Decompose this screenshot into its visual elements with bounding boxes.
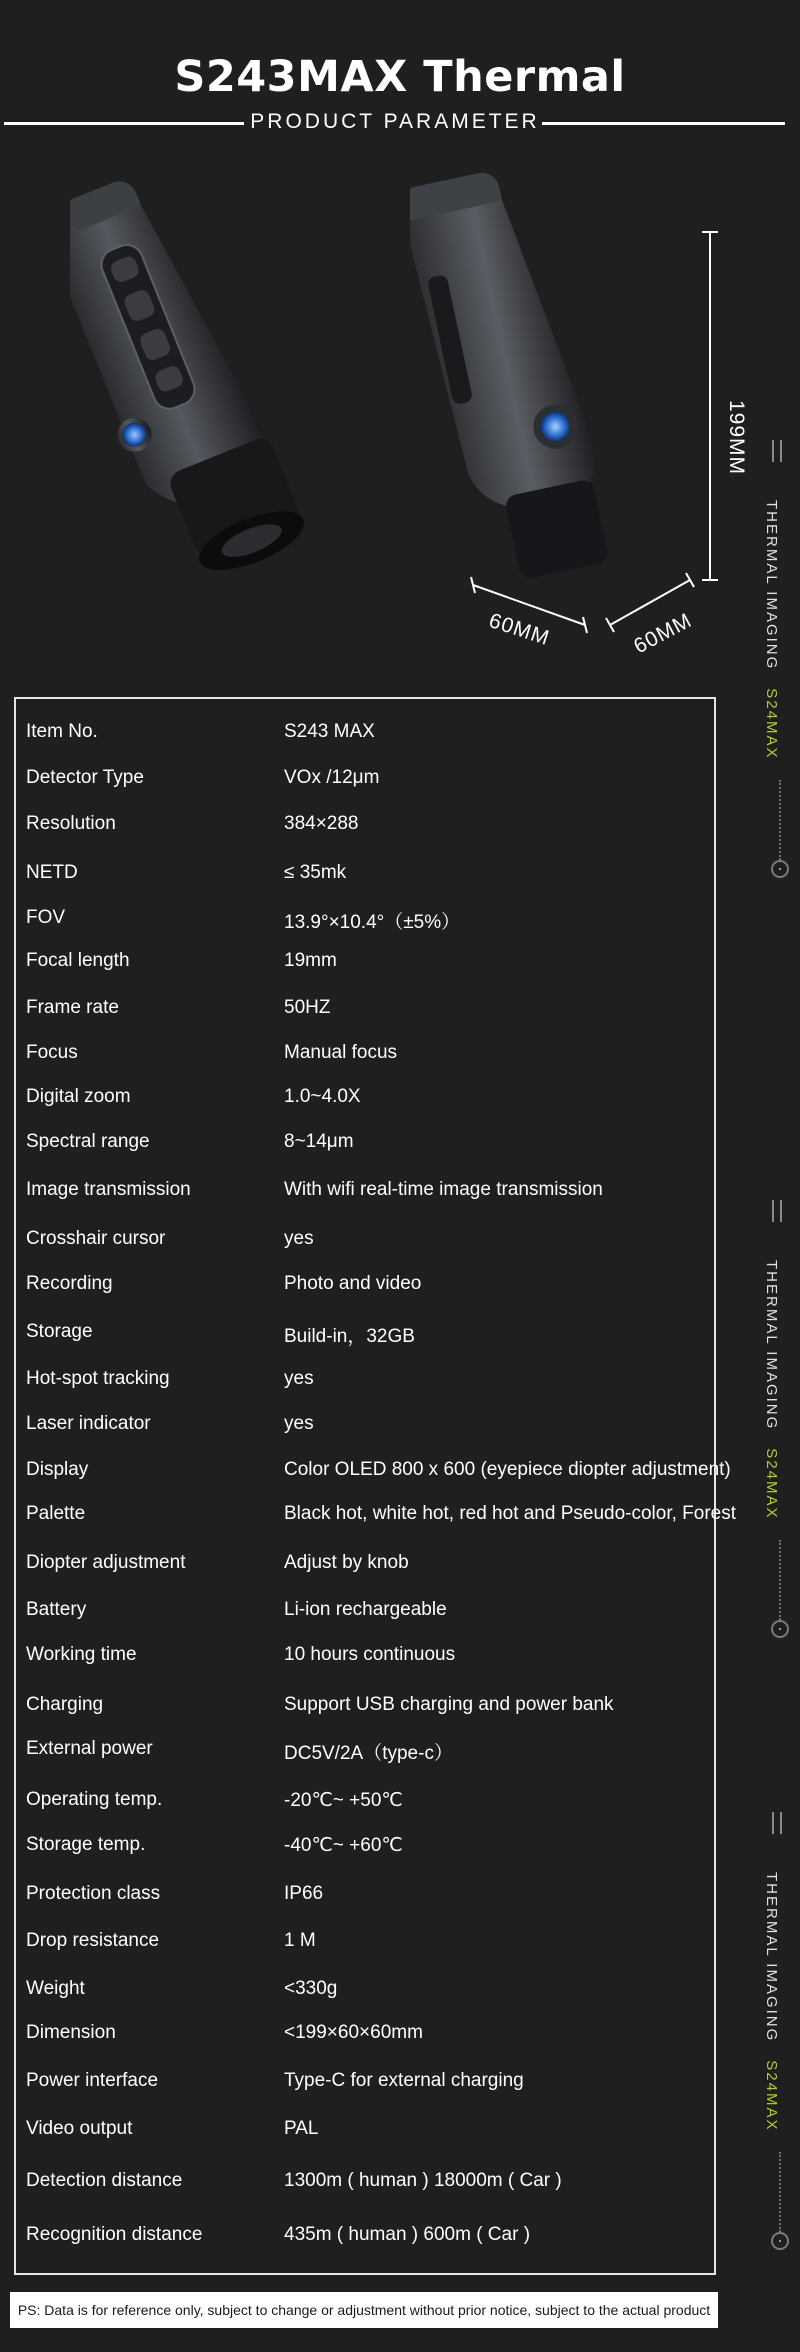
spec-label: Palette xyxy=(26,1503,86,1524)
spec-label: External power xyxy=(26,1738,153,1759)
spec-row xyxy=(26,1222,716,1256)
spec-value: 10 hours continuous xyxy=(284,1644,456,1665)
spec-value: Type-C for external charging xyxy=(284,2070,524,2091)
spec-label: Image transmission xyxy=(26,1179,191,1200)
rail-circle-icon xyxy=(771,1620,789,1638)
spec-row xyxy=(26,1828,716,1862)
spec-value: yes xyxy=(284,1413,314,1434)
rail-circle-icon xyxy=(771,2232,789,2250)
spec-value: S243 MAX xyxy=(284,721,375,742)
spec-row xyxy=(26,1732,716,1766)
subtitle-left-rule xyxy=(4,122,244,125)
spec-row xyxy=(26,1972,716,2006)
rail-label-main: THERMAL IMAGING xyxy=(763,1872,780,2043)
spec-row xyxy=(26,1407,716,1441)
spec-value: 1 M xyxy=(284,1930,316,1951)
rail-label-main: THERMAL IMAGING xyxy=(763,500,780,671)
spec-label: Battery xyxy=(26,1599,87,1620)
spec-label: Hot-spot tracking xyxy=(26,1368,170,1389)
spec-label: Weight xyxy=(26,1978,85,1999)
rail-label-accent: S24MAX xyxy=(763,2060,780,2132)
spec-row xyxy=(26,2164,716,2198)
spec-row xyxy=(26,1173,716,1207)
spec-label: Diopter adjustment xyxy=(26,1552,186,1573)
spec-row xyxy=(26,761,716,795)
spec-label: Working time xyxy=(26,1644,137,1665)
spec-row xyxy=(26,1783,716,1817)
spec-label: Video output xyxy=(26,2118,133,2139)
spec-value: Photo and video xyxy=(284,1273,422,1294)
spec-label: NETD xyxy=(26,862,78,883)
spec-value: <199×60×60mm xyxy=(284,2022,423,2043)
spec-value: -40℃~ +60℃ xyxy=(284,1835,403,1856)
spec-label: Power interface xyxy=(26,2070,159,2091)
rail-circle-icon xyxy=(771,860,789,878)
spec-value: VOx /12μm xyxy=(284,767,380,788)
spec-row xyxy=(26,1453,731,1487)
spec-row xyxy=(26,1125,716,1159)
dimension-lines xyxy=(460,225,730,645)
spec-label: Operating temp. xyxy=(26,1789,163,1810)
spec-value: Build-in，32GB xyxy=(284,1326,415,1347)
spec-row xyxy=(26,1638,716,1672)
spec-label: Display xyxy=(26,1459,89,1480)
spec-value: IP66 xyxy=(284,1883,324,1904)
rail-dotted-line xyxy=(779,1540,781,1620)
side-rail xyxy=(760,1812,800,2252)
spec-label: Dimension xyxy=(26,2022,116,2043)
spec-row xyxy=(26,1080,716,1114)
spec-value: 8~14μm xyxy=(284,1131,354,1152)
spec-value: Color OLED 800 x 600 (eyepiece diopter adjustment) xyxy=(284,1459,731,1480)
spec-row xyxy=(26,2112,716,2146)
spec-row xyxy=(26,991,716,1025)
subtitle-bar xyxy=(0,108,800,138)
side-rail xyxy=(760,1200,800,1640)
page-subtitle: PRODUCT PARAMETER xyxy=(250,110,540,133)
spec-label: Detector Type xyxy=(26,767,144,788)
spec-label: Digital zoom xyxy=(26,1086,131,1107)
spec-value: 13.9°×10.4°（±5%） xyxy=(284,912,461,933)
rail-label-main: THERMAL IMAGING xyxy=(763,1260,780,1431)
spec-label: Recognition distance xyxy=(26,2224,203,2245)
spec-value: -20℃~ +50℃ xyxy=(284,1790,403,1811)
spec-value: ≤ 35mk xyxy=(284,862,347,883)
spec-row xyxy=(26,1877,716,1911)
spec-label: FOV xyxy=(26,907,66,928)
width-dimension-label: 60MM xyxy=(486,608,553,651)
spec-row xyxy=(26,1362,716,1396)
spec-value: 1.0~4.0X xyxy=(284,1086,361,1107)
spec-row xyxy=(26,901,716,935)
spec-value: Black hot, white hot, red hot and Pseudo-color, Forest xyxy=(284,1503,737,1524)
spec-row xyxy=(26,1546,716,1580)
spec-value: 50HZ xyxy=(284,997,331,1018)
spec-row xyxy=(26,1315,716,1349)
spec-value: 384×288 xyxy=(284,813,359,834)
spec-row xyxy=(26,1267,716,1301)
rail-label-accent: S24MAX xyxy=(763,688,780,760)
spec-value: 435m ( human ) 600m ( Car ) xyxy=(284,2224,531,2245)
spec-row xyxy=(26,1688,716,1722)
rail-label-accent: S24MAX xyxy=(763,1448,780,1520)
subtitle-right-rule xyxy=(542,122,785,125)
spec-label: Spectral range xyxy=(26,1131,150,1152)
spec-row xyxy=(26,2064,716,2098)
spec-label: Resolution xyxy=(26,813,116,834)
depth-dimension-label: 60MM xyxy=(630,608,696,659)
spec-row xyxy=(26,2016,716,2050)
spec-label: Recording xyxy=(26,1273,113,1294)
side-rail xyxy=(760,440,800,880)
spec-value: 1300m ( human ) 18000m ( Car ) xyxy=(284,2170,562,2191)
rail-label xyxy=(763,1872,780,2132)
spec-label: Frame rate xyxy=(26,997,119,1018)
rail-dotted-line xyxy=(779,2152,781,2232)
spec-value: With wifi real-time image transmission xyxy=(284,1179,603,1200)
spec-label: Focus xyxy=(26,1042,78,1063)
spec-row xyxy=(26,1593,716,1627)
spec-label: Item No. xyxy=(26,721,98,742)
spec-row xyxy=(26,944,716,978)
spec-value: 19mm xyxy=(284,950,337,971)
spec-label: Storage xyxy=(26,1321,93,1342)
spec-row xyxy=(26,1036,716,1070)
spec-row xyxy=(26,1497,737,1531)
spec-label: Focal length xyxy=(26,950,130,971)
spec-value: yes xyxy=(284,1228,314,1249)
spec-label: Protection class xyxy=(26,1883,161,1904)
spec-label: Storage temp. xyxy=(26,1834,146,1855)
rail-label xyxy=(763,1260,780,1520)
spec-label: Drop resistance xyxy=(26,1930,160,1951)
spec-label: Charging xyxy=(26,1694,104,1715)
disclaimer-note: PS: Data is for reference only, subject to change or adjustment without prior notice, subject to the actual product xyxy=(10,2292,718,2328)
rail-label xyxy=(763,500,780,760)
product-photo-front xyxy=(70,160,310,600)
spec-row xyxy=(26,2218,716,2252)
rail-tick-marks xyxy=(772,1812,786,1834)
spec-label: Crosshair cursor xyxy=(26,1228,166,1249)
spec-value: Adjust by knob xyxy=(284,1552,409,1573)
spec-row xyxy=(26,807,716,841)
rail-tick-marks xyxy=(772,1200,786,1222)
spec-value: DC5V/2A（type-c） xyxy=(284,1743,453,1764)
page-title: S243MAX Thermal xyxy=(174,52,626,102)
spec-row xyxy=(26,856,716,890)
spec-row xyxy=(26,715,716,749)
spec-value: Manual focus xyxy=(284,1042,398,1063)
height-dimension-label: 199MM xyxy=(725,400,748,476)
rail-dotted-line xyxy=(779,780,781,860)
spec-row xyxy=(26,1924,716,1958)
spec-label: Laser indicator xyxy=(26,1413,151,1434)
spec-value: Li-ion rechargeable xyxy=(284,1599,447,1620)
rail-tick-marks xyxy=(772,440,786,462)
spec-value: Support USB charging and power bank xyxy=(284,1694,614,1715)
spec-label: Detection distance xyxy=(26,2170,183,2191)
spec-value: <330g xyxy=(284,1978,338,1999)
spec-value: PAL xyxy=(284,2118,319,2139)
spec-value: yes xyxy=(284,1368,314,1389)
